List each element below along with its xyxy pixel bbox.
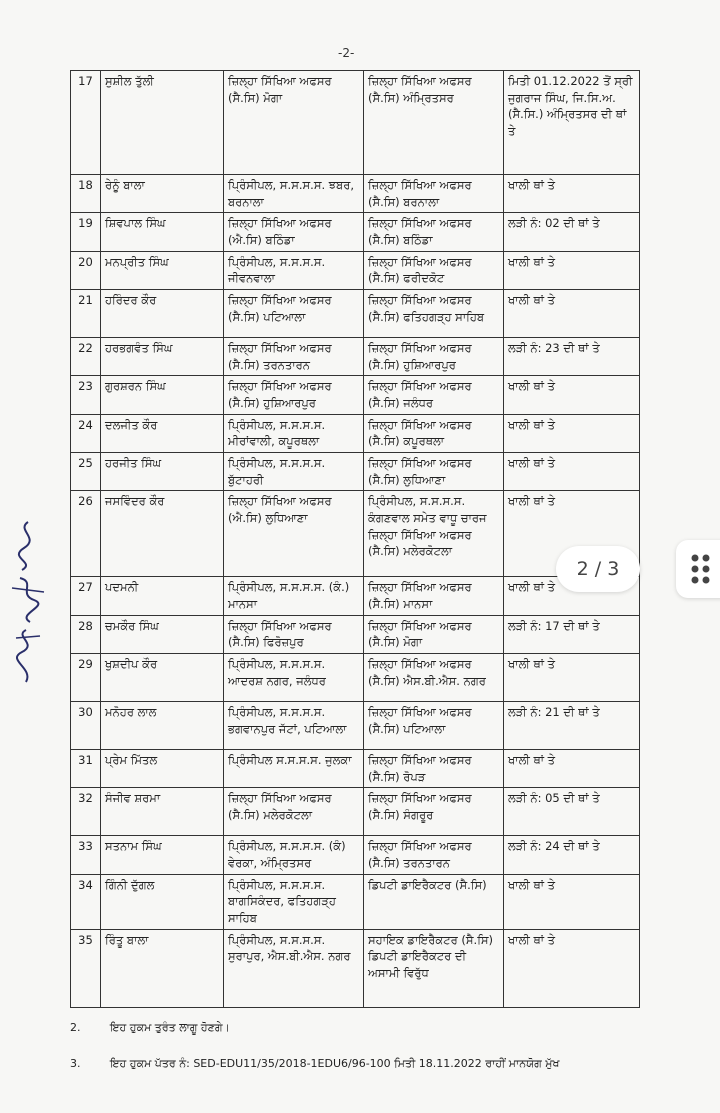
name-cell: ਹਰਿੰਦਰ ਕੌਰ <box>101 290 224 338</box>
remark-cell: ਖਾਲੀ ਥਾਂ ਤੇ <box>504 491 640 577</box>
table-row <box>71 376 640 414</box>
from-post-cell: ਜ਼ਿਲ੍ਹਾ ਸਿੱਖਿਆ ਅਫਸਰ (ਸੈ.ਸਿ) ਮਲੇਰਕੋਟਲਾ <box>224 788 364 836</box>
remark-cell: ਮਿਤੀ 01.12.2022 ਤੋਂ ਸ੍ਰੀ ਜੁਗਰਾਜ ਸਿੰਘ, ਜਿ.ਸਿ.ਅ. (ਸੈ.ਸਿ.) ਅੰਮ੍ਰਿਤਸਰ ਦੀ ਥਾਂ ਤੇ <box>504 71 640 175</box>
from-post-cell: ਜ਼ਿਲ੍ਹਾ ਸਿੱਖਿਆ ਅਫਸਰ (ਸੈ.ਸਿ) ਮੋਗਾ <box>224 71 364 175</box>
serial-number-cell: 31 <box>71 750 101 788</box>
table-row <box>71 453 640 491</box>
from-post-cell: ਜ਼ਿਲ੍ਹਾ ਸਿੱਖਿਆ ਅਫਸਰ (ਸੈ.ਸਿ) ਫਿਰੋਜ਼ਪੁਰ <box>224 615 364 653</box>
name-cell: ਮਨੋਹਰ ਲਾਲ <box>101 702 224 750</box>
serial-number-cell: 32 <box>71 788 101 836</box>
to-post-cell: ਜ਼ਿਲ੍ਹਾ ਸਿੱਖਿਆ ਅਫਸਰ (ਸੈ.ਸਿ) ਤਰਨਤਾਰਨ <box>364 836 504 874</box>
remark-cell: ਲੜੀ ਨੰ: 05 ਦੀ ਥਾਂ ਤੇ <box>504 788 640 836</box>
serial-number-cell: 28 <box>71 615 101 653</box>
serial-number-cell: 27 <box>71 577 101 615</box>
serial-number-cell: 20 <box>71 251 101 289</box>
name-cell: ਦਲਜੀਤ ਕੌਰ <box>101 414 224 452</box>
remark-cell: ਖਾਲੀ ਥਾਂ ਤੇ <box>504 874 640 929</box>
serial-number-cell: 33 <box>71 836 101 874</box>
name-cell: ਖੁਸ਼ਦੀਪ ਕੌਰ <box>101 654 224 702</box>
serial-number-cell: 35 <box>71 929 101 1007</box>
serial-number-cell: 29 <box>71 654 101 702</box>
to-post-cell: ਜ਼ਿਲ੍ਹਾ ਸਿੱਖਿਆ ਅਫਸਰ (ਸੈ.ਸਿ) ਰੋਪੜ <box>364 750 504 788</box>
serial-number-cell: 18 <box>71 175 101 213</box>
from-post-cell: ਪ੍ਰਿੰਸੀਪਲ, ਸ.ਸ.ਸ.ਸ. ਭਗਵਾਨਪੁਰ ਜੱਟਾਂ, ਪਟਿਆਲਾ <box>224 702 364 750</box>
from-post-cell: ਜ਼ਿਲ੍ਹਾ ਸਿੱਖਿਆ ਅਫਸਰ (ਸੈ.ਸਿ) ਪਟਿਆਲਾ <box>224 290 364 338</box>
remark-cell: ਲੜੀ ਨੰ: 21 ਦੀ ਥਾਂ ਤੇ <box>504 702 640 750</box>
more-options-button[interactable] <box>676 540 720 598</box>
name-cell: ਹਰਭਗਵੰਤ ਸਿੰਘ <box>101 338 224 376</box>
name-cell: ਸਤਨਾਮ ਸਿੰਘ <box>101 836 224 874</box>
remark-cell: ਖਾਲੀ ਥਾਂ ਤੇ <box>504 175 640 213</box>
from-post-cell: ਪ੍ਰਿੰਸੀਪਲ, ਸ.ਸ.ਸ.ਸ. ਝਬਰ, ਬਰਨਾਲਾ <box>224 175 364 213</box>
remark-cell: ਲੜੀ ਨੰ: 17 ਦੀ ਥਾਂ ਤੇ <box>504 615 640 653</box>
name-cell: ਪ੍ਰੇਮ ਮਿੱਤਲ <box>101 750 224 788</box>
from-post-cell: ਪ੍ਰਿੰਸੀਪਲ, ਸ.ਸ.ਸ.ਸ. ਬੁੱਟਾਹਰੀ <box>224 453 364 491</box>
from-post-cell: ਪ੍ਰਿੰਸੀਪਲ, ਸ.ਸ.ਸ.ਸ. ਸੁਰਾਪੁਰ, ਐਸ.ਬੀ.ਐਸ. ਨਗਰ <box>224 929 364 1007</box>
note-number: 2. <box>70 1021 81 1034</box>
to-post-cell: ਜ਼ਿਲ੍ਹਾ ਸਿੱਖਿਆ ਅਫਸਰ (ਸੈ.ਸਿ) ਐਸ.ਬੀ.ਐਸ. ਨਗਰ <box>364 654 504 702</box>
to-post-cell: ਜ਼ਿਲ੍ਹਾ ਸਿੱਖਿਆ ਅਫਸਰ (ਸੈ.ਸਿ) ਫਰੀਦਕੋਟ <box>364 251 504 289</box>
remark-cell: ਲੜੀ ਨੰ: 23 ਦੀ ਥਾਂ ਤੇ <box>504 338 640 376</box>
remark-cell: ਲੜੀ ਨੰ: 02 ਦੀ ਥਾਂ ਤੇ <box>504 213 640 251</box>
remark-cell: ਖਾਲੀ ਥਾਂ ਤੇ <box>504 453 640 491</box>
from-post-cell: ਪ੍ਰਿੰਸੀਪਲ, ਸ.ਸ.ਸ.ਸ. ਆਦਰਸ਼ ਨਗਰ, ਜਲੰਧਰ <box>224 654 364 702</box>
table-row <box>71 577 640 615</box>
table-row <box>71 929 640 1007</box>
note-text: ਇਹ ਹੁਕਮ ਪੱਤਰ ਨੰ: SED-EDU11/35/2018-1EDU6/96-100 ਮਿਤੀ 18.11.2022 ਰਾਹੀਂ ਮਾਨਯੋਗ ਮੁੱਖ <box>110 1057 560 1070</box>
name-cell: ਸੰਜੀਵ ਸ਼ਰਮਾ <box>101 788 224 836</box>
from-post-cell: ਪ੍ਰਿੰਸੀਪਲ, ਸ.ਸ.ਸ.ਸ. ਮੀਰਾਂਵਾਲੀ, ਕਪੂਰਥਲਾ <box>224 414 364 452</box>
from-post-cell: ਜ਼ਿਲ੍ਹਾ ਸਿੱਖਿਆ ਅਫਸਰ (ਸੈ.ਸਿ) ਹੁਸ਼ਿਆਰਪੁਰ <box>224 376 364 414</box>
name-cell: ਹਰਜੀਤ ਸਿੰਘ <box>101 453 224 491</box>
table-row <box>71 750 640 788</box>
serial-number-cell: 26 <box>71 491 101 577</box>
table-row <box>71 213 640 251</box>
name-cell: ਚਮਕੌਰ ਸਿੰਘ <box>101 615 224 653</box>
note-text: ਇਹ ਹੁਕਮ ਤੁਰੰਤ ਲਾਗੂ ਹੋਣਗੇ। <box>110 1021 230 1034</box>
to-post-cell: ਜ਼ਿਲ੍ਹਾ ਸਿੱਖਿਆ ਅਫਸਰ (ਸੈ.ਸਿ) ਹੁਸ਼ਿਆਰਪੁਰ <box>364 338 504 376</box>
remark-cell: ਖਾਲੀ ਥਾਂ ਤੇ <box>504 251 640 289</box>
serial-number-cell: 30 <box>71 702 101 750</box>
to-post-cell: ਡਿਪਟੀ ਡਾਇਰੈਕਟਰ (ਸੈ.ਸਿ) <box>364 874 504 929</box>
serial-number-cell: 22 <box>71 338 101 376</box>
from-post-cell: ਜ਼ਿਲ੍ਹਾ ਸਿੱਖਿਆ ਅਫਸਰ (ਸੈ.ਸਿ) ਤਰਨਤਾਰਨ <box>224 338 364 376</box>
remark-cell: ਖਾਲੀ ਥਾਂ ਤੇ <box>504 577 640 615</box>
note-number: 3. <box>70 1057 81 1070</box>
to-post-cell: ਜ਼ਿਲ੍ਹਾ ਸਿੱਖਿਆ ਅਫਸਰ (ਸੈ.ਸਿ) ਜਲੰਧਰ <box>364 376 504 414</box>
remark-cell: ਲੜੀ ਨੰ: 24 ਦੀ ਥਾਂ ਤੇ <box>504 836 640 874</box>
transfer-table <box>70 70 640 1008</box>
table-row <box>71 175 640 213</box>
table-row <box>71 615 640 653</box>
page-number: -2- <box>338 46 355 60</box>
serial-number-cell: 34 <box>71 874 101 929</box>
page-indicator: 2 / 3 <box>556 546 640 592</box>
remark-cell: ਖਾਲੀ ਥਾਂ ਤੇ <box>504 290 640 338</box>
serial-number-cell: 21 <box>71 290 101 338</box>
table-row <box>71 290 640 338</box>
to-post-cell: ਜ਼ਿਲ੍ਹਾ ਸਿੱਖਿਆ ਅਫਸਰ (ਸੈ.ਸਿ) ਅੰਮ੍ਰਿਤਸਰ <box>364 71 504 175</box>
remark-cell: ਖਾਲੀ ਥਾਂ ਤੇ <box>504 414 640 452</box>
name-cell: ਰੇਨੂੰ ਬਾਲਾ <box>101 175 224 213</box>
to-post-cell: ਜ਼ਿਲ੍ਹਾ ਸਿੱਖਿਆ ਅਫਸਰ (ਸੈ.ਸਿ) ਫਤਿਹਗੜ੍ਹ ਸਾਹਿਬ <box>364 290 504 338</box>
to-post-cell: ਸਹਾਇਕ ਡਾਇਰੈਕਟਰ (ਸੈ.ਸਿ) ਡਿਪਟੀ ਡਾਇਰੈਕਟਰ ਦੀ ਅਸਾਮੀ ਵਿਰੁੱਧ <box>364 929 504 1007</box>
table-row <box>71 836 640 874</box>
to-post-cell: ਜ਼ਿਲ੍ਹਾ ਸਿੱਖਿਆ ਅਫਸਰ (ਸੈ.ਸਿ) ਲੁਧਿਆਣਾ <box>364 453 504 491</box>
serial-number-cell: 19 <box>71 213 101 251</box>
remark-cell: ਖਾਲੀ ਥਾਂ ਤੇ <box>504 750 640 788</box>
table-row <box>71 702 640 750</box>
to-post-cell: ਜ਼ਿਲ੍ਹਾ ਸਿੱਖਿਆ ਅਫਸਰ (ਸੈ.ਸਿ) ਬਰਨਾਲਾ <box>364 175 504 213</box>
table-row <box>71 414 640 452</box>
from-post-cell: ਜ਼ਿਲ੍ਹਾ ਸਿੱਖਿਆ ਅਫਸਰ (ਐ.ਸਿ) ਲੁਧਿਆਣਾ <box>224 491 364 577</box>
name-cell: ਜਸਵਿੰਦਰ ਕੌਰ <box>101 491 224 577</box>
more-dots-icon <box>690 552 712 586</box>
serial-number-cell: 25 <box>71 453 101 491</box>
name-cell: ਮਨਪ੍ਰੀਤ ਸਿੰਘ <box>101 251 224 289</box>
table-row <box>71 788 640 836</box>
table-row <box>71 338 640 376</box>
from-post-cell: ਪ੍ਰਿੰਸੀਪਲ, ਸ.ਸ.ਸ.ਸ. ਬਾਗਸਿਕੰਦਰ, ਫਤਿਹਗੜ੍ਹ ਸਾਹਿਬ <box>224 874 364 929</box>
serial-number-cell: 17 <box>71 71 101 175</box>
remark-cell: ਖਾਲੀ ਥਾਂ ਤੇ <box>504 929 640 1007</box>
table-row <box>71 251 640 289</box>
table-row <box>71 491 640 577</box>
signature <box>6 518 50 688</box>
name-cell: ਗੁਰਸ਼ਰਨ ਸਿੰਘ <box>101 376 224 414</box>
to-post-cell: ਜ਼ਿਲ੍ਹਾ ਸਿੱਖਿਆ ਅਫਸਰ (ਸੈ.ਸਿ) ਸੰਗਰੂਰ <box>364 788 504 836</box>
from-post-cell: ਪ੍ਰਿੰਸੀਪਲ, ਸ.ਸ.ਸ.ਸ. ਜੀਵਨਵਾਲਾ <box>224 251 364 289</box>
from-post-cell: ਪ੍ਰਿੰਸੀਪਲ, ਸ.ਸ.ਸ.ਸ. (ਕੰ.) ਮਾਨਸਾ <box>224 577 364 615</box>
to-post-cell: ਪ੍ਰਿੰਸੀਪਲ, ਸ.ਸ.ਸ.ਸ. ਕੰਗਣਵਾਲ ਸਮੇਤ ਵਾਧੂ ਚਾਰਜ ਜ਼ਿਲ੍ਹਾ ਸਿੱਖਿਆ ਅਫਸਰ (ਸੈ.ਸਿ) ਮਲੇਰਕੋਟਲਾ <box>364 491 504 577</box>
name-cell: ਸ਼ਿਵਪਾਲ ਸਿੰਘ <box>101 213 224 251</box>
name-cell: ਰਿੰਤੂ ਬਾਲਾ <box>101 929 224 1007</box>
to-post-cell: ਜ਼ਿਲ੍ਹਾ ਸਿੱਖਿਆ ਅਫਸਰ (ਸੈ.ਸਿ) ਕਪੂਰਥਲਾ <box>364 414 504 452</box>
name-cell: ਸੁਸ਼ੀਲ ਤੁੱਲੀ <box>101 71 224 175</box>
name-cell: ਗਿੰਨੀ ਦੁੱਗਲ <box>101 874 224 929</box>
to-post-cell: ਜ਼ਿਲ੍ਹਾ ਸਿੱਖਿਆ ਅਫਸਰ (ਸੈ.ਸਿ) ਮੋਗਾ <box>364 615 504 653</box>
table-row <box>71 874 640 929</box>
to-post-cell: ਜ਼ਿਲ੍ਹਾ ਸਿੱਖਿਆ ਅਫਸਰ (ਸੈ.ਸਿ) ਪਟਿਆਲਾ <box>364 702 504 750</box>
serial-number-cell: 23 <box>71 376 101 414</box>
remark-cell: ਖਾਲੀ ਥਾਂ ਤੇ <box>504 654 640 702</box>
to-post-cell: ਜ਼ਿਲ੍ਹਾ ਸਿੱਖਿਆ ਅਫਸਰ (ਸੈ.ਸਿ) ਬਠਿੰਡਾ <box>364 213 504 251</box>
name-cell: ਪਦਮਨੀ <box>101 577 224 615</box>
from-post-cell: ਪ੍ਰਿੰਸੀਪਲ ਸ.ਸ.ਸ.ਸ. ਜੁਲਕਾ <box>224 750 364 788</box>
remark-cell: ਖਾਲੀ ਥਾਂ ਤੇ <box>504 376 640 414</box>
note-2 <box>70 1021 230 1035</box>
to-post-cell: ਜ਼ਿਲ੍ਹਾ ਸਿੱਖਿਆ ਅਫਸਰ (ਸੈ.ਸਿ) ਮਾਨਸਾ <box>364 577 504 615</box>
serial-number-cell: 24 <box>71 414 101 452</box>
table-row <box>71 71 640 175</box>
from-post-cell: ਪ੍ਰਿੰਸੀਪਲ, ਸ.ਸ.ਸ.ਸ. (ਕੰ) ਵੇਰਕਾ, ਅੰਮ੍ਰਿਤਸਰ <box>224 836 364 874</box>
note-3 <box>70 1057 560 1071</box>
from-post-cell: ਜ਼ਿਲ੍ਹਾ ਸਿੱਖਿਆ ਅਫਸਰ (ਐ.ਸਿ) ਬਠਿੰਡਾ <box>224 213 364 251</box>
table-row <box>71 654 640 702</box>
